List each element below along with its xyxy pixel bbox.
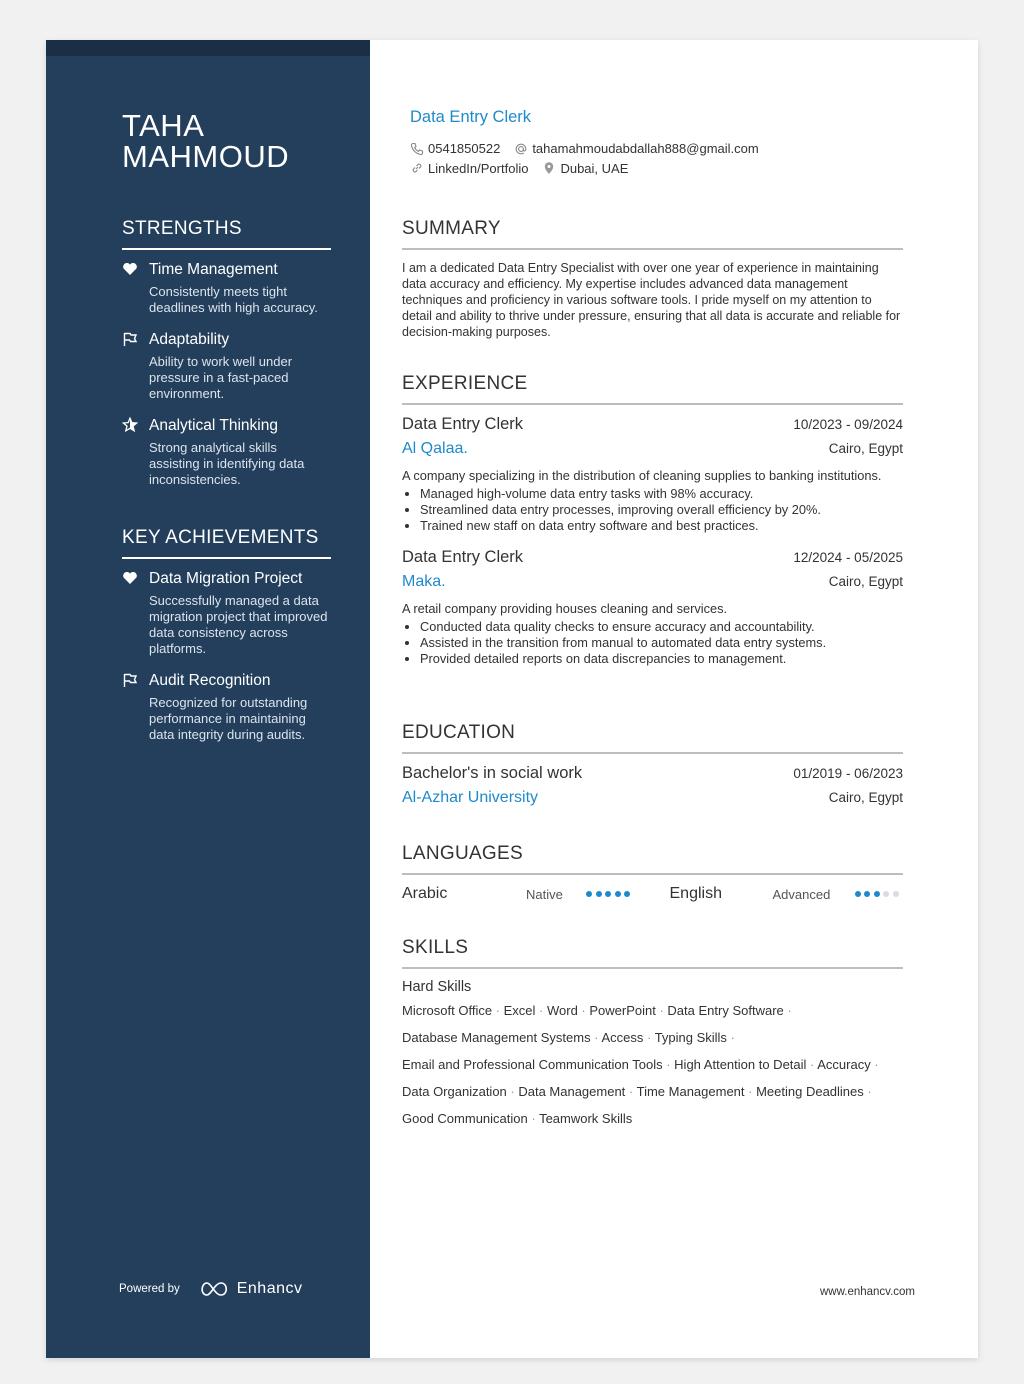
education-location: Cairo, Egypt [828, 790, 903, 805]
experience-entry [402, 548, 903, 667]
experience-bullet: • Managed high-volume data entry tasks with 98% accuracy. [420, 486, 903, 502]
phone-icon [410, 142, 424, 156]
experience-location: Cairo, Egypt [828, 441, 903, 456]
experience-bullets [402, 486, 903, 534]
skill-tag: Good Communication [402, 1111, 528, 1126]
skill-separator: · [726, 1030, 735, 1045]
first-name: TAHA [122, 108, 205, 143]
experience-description: A retail company providing houses cleaning and services. [402, 601, 728, 616]
contact-row-2 [410, 161, 642, 175]
heart-icon [122, 570, 138, 586]
experience-dates: 10/2023 - 09/2024 [793, 417, 903, 432]
skill-separator: · [535, 1003, 547, 1018]
education-header-row [402, 764, 903, 783]
skill-separator: · [527, 1111, 540, 1126]
last-name: MAHMOUD [122, 139, 290, 174]
skill-separator: · [870, 1057, 879, 1072]
language-name: English [669, 885, 722, 902]
education-section [402, 722, 903, 807]
star-icon [122, 417, 138, 433]
language-item [402, 885, 652, 903]
proficiency-dot-empty [893, 891, 899, 897]
enhancv-logo[interactable] [198, 1280, 303, 1298]
skill-separator: · [590, 1030, 602, 1045]
experience-header-row [402, 548, 903, 567]
education-degree: Bachelor's in social work [402, 764, 583, 782]
achievements-section [122, 527, 331, 757]
email-contact[interactable] [514, 141, 758, 156]
strength-title: Time Management [149, 261, 278, 278]
strength-desc: Ability to work well under pressure in a fast-paced environment. [149, 354, 293, 401]
job-title: Data Entry Clerk [410, 108, 532, 126]
skill-tag: Excel [503, 1003, 536, 1018]
skills-title: SKILLS [402, 937, 903, 969]
skill-separator: · [625, 1084, 637, 1099]
skills-section [402, 937, 903, 1138]
experience-bullet: • Provided detailed reports on data discrepancies to management. [420, 651, 903, 667]
education-title: EDUCATION [402, 722, 903, 754]
proficiency-dot-filled [605, 891, 611, 897]
achievement-item [122, 569, 331, 657]
sidebar-top-band [46, 40, 370, 56]
skill-tag: Microsoft Office [402, 1003, 493, 1018]
strength-item [122, 330, 331, 402]
language-proficiency-dots [855, 891, 903, 897]
powered-by [119, 1280, 303, 1298]
education-school-row [402, 783, 903, 807]
experience-location: Cairo, Egypt [828, 574, 903, 589]
skill-separator: · [744, 1084, 757, 1099]
flag-icon [122, 672, 138, 688]
skill-tag: Database Management Systems [402, 1030, 591, 1045]
experience-company: Al Qalaa. [402, 440, 468, 457]
skills-subtitle: Hard Skills [402, 979, 472, 995]
enhancv-brand-text: Enhancv [236, 1280, 303, 1297]
skill-separator: · [783, 1003, 792, 1018]
language-name: Arabic [402, 885, 448, 902]
summary-section [402, 218, 903, 340]
strengths-section [122, 218, 331, 502]
experience-title: EXPERIENCE [402, 373, 903, 405]
sidebar [46, 40, 370, 1358]
education-school: Al-Azhar University [402, 789, 539, 806]
footer-url[interactable]: www.enhancv.com [819, 1286, 915, 1298]
contact-row-1 [410, 141, 773, 156]
skill-tag: Data Entry Software [667, 1003, 784, 1018]
experience-role: Data Entry Clerk [402, 415, 524, 433]
skill-separator: · [662, 1057, 675, 1072]
proficiency-dot-filled [596, 891, 602, 897]
proficiency-dot-filled [855, 891, 861, 897]
skill-tag: Email and Professional Communication Tools [402, 1057, 663, 1072]
skill-tag: Typing Skills [654, 1030, 727, 1045]
experience-section [402, 373, 903, 681]
languages-title: LANGUAGES [402, 843, 903, 875]
skill-tag: Word [546, 1003, 578, 1018]
experience-company: Maka. [402, 573, 446, 590]
experience-company-row [402, 567, 903, 591]
skill-tag: Accuracy [817, 1057, 871, 1072]
strength-desc: Consistently meets tight deadlines with high accuracy. [149, 284, 318, 315]
experience-header-row [402, 415, 903, 434]
experience-role: Data Entry Clerk [402, 548, 524, 566]
phone-contact[interactable] [410, 141, 500, 156]
skill-separator: · [643, 1030, 655, 1045]
experience-company-row [402, 434, 903, 458]
email-address: tahamahmoudabdallah888@gmail.com [532, 141, 759, 156]
proficiency-dot-filled [864, 891, 870, 897]
experience-bullet: • Conducted data quality checks to ensure accuracy and accountability. [420, 619, 903, 635]
skill-separator: · [577, 1003, 590, 1018]
location-pin-icon [542, 161, 556, 175]
language-item [652, 885, 902, 903]
achievement-title: Data Migration Project [149, 570, 303, 587]
at-icon [514, 142, 528, 156]
proficiency-dot-filled [624, 891, 630, 897]
strength-item [122, 416, 331, 488]
strength-title: Adaptability [149, 331, 230, 348]
strength-item [122, 260, 331, 316]
achievement-item [122, 671, 331, 743]
skill-tag: High Attention to Detail [674, 1057, 807, 1072]
flag-icon [122, 331, 138, 347]
experience-dates: 12/2024 - 05/2025 [793, 550, 903, 565]
skill-tag: Access [601, 1030, 644, 1045]
skill-separator: · [506, 1084, 519, 1099]
skills-list [402, 1003, 903, 1127]
skill-tag: PowerPoint [589, 1003, 656, 1018]
link-icon [410, 161, 424, 175]
experience-bullet: • Trained new staff on data entry software and best practices. [420, 518, 903, 534]
experience-bullet: • Streamlined data entry processes, improving overall efficiency by 20%. [420, 502, 903, 518]
location-text: Dubai, UAE [560, 161, 629, 175]
experience-entry [402, 415, 903, 534]
proficiency-dot-filled [874, 891, 880, 897]
summary-text: I am a dedicated Data Entry Specialist with over one year of experience in maintaining data accuracy and efficiency. My expertise includes advanced data management techniques and proficiency in various software tools. I pride myself on my attention to detail and ability to thrive under pressure, ensuring that all data is accurate and reliable for decision-making purposes. [402, 261, 901, 339]
heart-icon [122, 261, 138, 277]
candidate-name [122, 110, 352, 172]
languages-row [402, 885, 903, 903]
enhancv-logo-icon [198, 1280, 230, 1298]
skill-tag: Time Management [636, 1084, 745, 1099]
achievements-title: KEY ACHIEVEMENTS [122, 527, 331, 559]
skill-tag: Data Management [518, 1084, 626, 1099]
language-proficiency-dots [586, 891, 634, 897]
strength-desc: Strong analytical skills assisting in identifying data inconsistencies. [149, 440, 305, 487]
skills-line [402, 1003, 903, 1019]
language-level: Native [526, 886, 563, 902]
skill-separator: · [863, 1084, 872, 1099]
language-level: Advanced [772, 886, 831, 902]
experience-bullet: • Assisted in the transition from manual to automated data entry systems. [420, 635, 903, 651]
skill-tag: Teamwork Skills [539, 1111, 633, 1126]
location-contact [542, 161, 628, 175]
strength-title: Analytical Thinking [149, 417, 278, 434]
proficiency-dot-filled [615, 891, 621, 897]
skill-separator: · [492, 1003, 504, 1018]
proficiency-dot-filled [586, 891, 592, 897]
education-dates: 01/2019 - 06/2023 [793, 766, 903, 781]
achievement-title: Audit Recognition [149, 672, 271, 689]
achievement-desc: Successfully managed a data migration project that improved data consistency across platforms. [149, 593, 328, 656]
link-contact[interactable] [410, 161, 528, 175]
summary-title: SUMMARY [402, 218, 903, 250]
strengths-title: STRENGTHS [122, 218, 331, 250]
experience-bullets [402, 619, 903, 667]
skills-line [402, 1111, 903, 1127]
skill-tag: Data Organization [402, 1084, 507, 1099]
skills-line [402, 1057, 903, 1073]
portfolio-link: LinkedIn/Portfolio [428, 161, 529, 175]
resume-page [46, 40, 978, 1358]
skills-line [402, 1084, 903, 1100]
skills-line [402, 1030, 903, 1046]
skill-separator: · [806, 1057, 818, 1072]
skill-separator: · [655, 1003, 668, 1018]
phone-number: 0541850522 [428, 141, 501, 156]
experience-description: A company specializing in the distribution of cleaning supplies to banking institutions. [402, 468, 882, 483]
achievement-desc: Recognized for outstanding performance in maintaining data integrity during audits. [149, 695, 308, 742]
skill-tag: Meeting Deadlines [756, 1084, 864, 1099]
languages-section [402, 843, 903, 903]
proficiency-dot-empty [883, 891, 889, 897]
powered-by-label: Powered by [119, 1283, 180, 1295]
